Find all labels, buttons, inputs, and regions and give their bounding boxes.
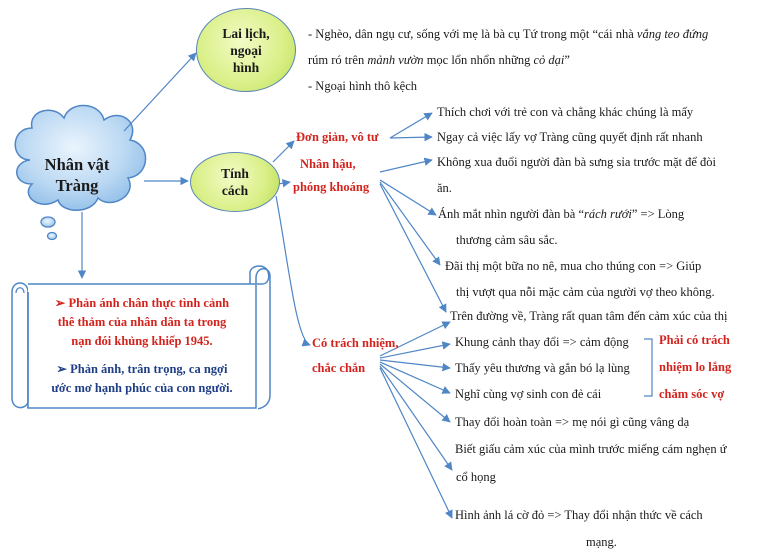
- responsible-detail-7-cont: mạng.: [586, 535, 617, 549]
- summary-point-1-line1: ➢ Phản ánh chân thực tình cảnh: [54, 296, 230, 310]
- kind-detail-1: Không xua đuổi người đàn bà sưng sỉa trước mặt để đòi: [437, 155, 716, 169]
- background-node-line2: ngoại: [230, 42, 262, 58]
- kind-detail-2-cont: thương cảm sâu sắc.: [456, 233, 558, 247]
- responsible-detail-6: Biết giấu cảm xúc của mình trước miếng cám nghẹn ứ: [455, 442, 727, 456]
- background-node-line3: hình: [232, 59, 260, 75]
- bracket-note-line1: Phải có trách: [659, 333, 730, 347]
- central-title-line2: Tràng: [55, 176, 99, 195]
- kind-detail-3: Đãi thị một bữa no nê, mua cho thúng con => Giúp: [445, 259, 702, 273]
- summary-point-2-line2: ước mơ hạnh phúc của con người.: [51, 381, 233, 395]
- responsible-detail-5: Thay đổi hoàn toàn => mẹ nói gì cũng vâng dạ: [455, 415, 690, 429]
- kind-detail-1-cont: ăn.: [437, 181, 452, 195]
- responsible-detail-3: Thấy yêu thương và gắn bó lạ lùng: [455, 361, 630, 375]
- summary-point-1-line2: thê thảm của nhân dân ta trong: [57, 315, 227, 329]
- trait-responsible-line1: Có trách nhiệm,: [312, 336, 399, 350]
- trait-responsible-line2: chắc chắn: [312, 361, 366, 375]
- bracket-note-line2: nhiệm lo lắng: [659, 360, 732, 374]
- bracket-note-line3: chăm sóc vợ: [659, 387, 725, 401]
- summary-point-1-line3: nạn đói khủng khiếp 1945.: [71, 334, 213, 348]
- bracket-line: [644, 339, 652, 396]
- responsible-detail-2: Khung cảnh thay đổi => cảm động: [455, 335, 629, 349]
- kind-detail-3-cont: thị vượt qua nỗi mặc cảm của người vợ theo không.: [456, 285, 715, 299]
- simple-detail-1: Thích chơi với trẻ con và chẳng khác chúng là mấy: [437, 105, 694, 119]
- simple-detail-2: Ngay cả việc lấy vợ Tràng cũng quyết định rất nhanh: [437, 130, 703, 144]
- background-node-line1: Lai lịch,: [222, 25, 270, 41]
- trait-kind-line2: phóng khoáng: [293, 180, 370, 194]
- background-detail-1-cont: rúm ró trên mảnh vườn mọc lổn nhổn những cỏ dại”: [308, 53, 570, 67]
- personality-node: [190, 152, 280, 212]
- responsible-detail-4: Nghĩ cùng vợ sinh con đẻ cái: [455, 387, 602, 401]
- background-detail-1: - Nghèo, dân ngụ cư, sống với mẹ là bà cụ Tứ trong một “cái nhà vắng teo đứng: [308, 27, 709, 41]
- personality-node-line2: cách: [221, 183, 249, 198]
- kind-detail-2: Ánh mắt nhìn người đàn bà “rách rưới” => Lòng: [438, 207, 685, 221]
- responsible-detail-7: Hình ảnh lá cờ đỏ => Thay đổi nhận thức về cách: [455, 508, 703, 522]
- trait-kind-line1: Nhân hậu,: [300, 157, 356, 171]
- summary-point-2-line1: ➢ Phản ánh, trân trọng, ca ngợi: [56, 362, 228, 376]
- personality-node-line1: Tính: [221, 166, 249, 181]
- central-title-line1: Nhân vật: [44, 155, 110, 174]
- responsible-detail-6-cont: cổ họng: [456, 470, 496, 484]
- background-detail-2: - Ngoại hình thô kệch: [308, 79, 418, 93]
- central-node: [37, 154, 117, 196]
- background-node: [196, 8, 296, 92]
- summary-block: [30, 294, 254, 398]
- trait-simple: Đơn giản, vô tư: [296, 130, 379, 144]
- responsible-detail-1: Trên đường về, Tràng rất quan tâm đến cảm xúc của thị: [450, 309, 728, 323]
